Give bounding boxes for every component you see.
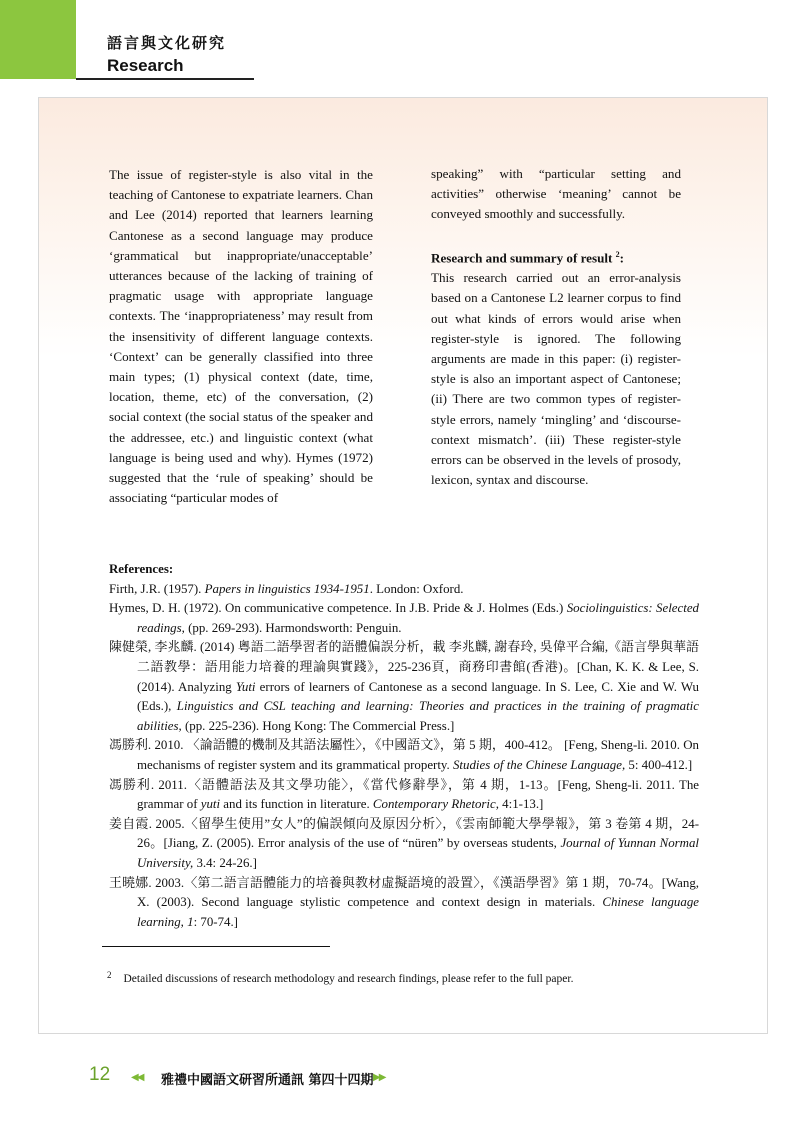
next-page-arrows-icon[interactable]: ▶▶ bbox=[373, 1072, 385, 1083]
header-chinese-title: 語言與文化研究 bbox=[107, 34, 227, 52]
reference-entry: 馮勝利. 2011.〈語體語法及其文學功能〉，《當代修辭學》，第 4 期，1-13。[Feng, Sheng-li. 2011. The grammar of yuti and its function in literature. Contemporary Rhetoric, 4:1-13.] bbox=[109, 777, 699, 812]
page-number: 12 bbox=[89, 1064, 111, 1085]
references-title: References: bbox=[109, 562, 174, 576]
right-column bbox=[431, 164, 681, 490]
reference-entry: Hymes, D. H. (1972). On communicative competence. In J.B. Pride & J. Holmes (Eds.) Sociolinguistics: Selected readings, (pp. 269-293). Harmondsworth: Penguin. bbox=[109, 601, 700, 635]
references-section bbox=[109, 560, 699, 932]
reference-entry: 陳健榮, 李兆麟. (2014) 粵語二語學習者的語體偏誤分析，載 李兆麟, 謝春玲, 吳偉平合編,《語言學與華語二語教學：語用能力培養的理論與實踐》，225-236頁，商務印書館(香港)。[Chan, K. K. & Lee, S. (2014). Analyzing Yuti errors of learners of Cantonese as a second language. In S. Lee, C. Xie and W. Wu (Eds.), Linguistics and CSL teaching and learning: Theories and practices in the training of pragmatic abilities, (pp. 225-236). Hong Kong: The Commercial Press.] bbox=[109, 640, 699, 733]
reference-entry: 王曉娜. 2003.〈第二語言語體能力的培養與教材虛擬語境的設置〉，《漢語學習》第 1 期，70-74。[Wang, X. (2003). Second language stylistic competence and context design in materials. Chinese language learning, 1: 70-74.] bbox=[109, 875, 699, 929]
reference-entry: 馮勝利. 2010. 〈論語體的機制及其語法屬性〉，《中國語文》，第 5 期，400-412。 [Feng, Sheng-li. 2010. On mechanisms of register system and its grammatical property. Studies of the Chinese Language, 5: 400-412.] bbox=[109, 738, 699, 772]
footnote-divider bbox=[102, 946, 330, 947]
header-divider bbox=[76, 78, 254, 80]
reference-entry: 姜自霞. 2005.〈留學生使用”女人”的偏誤傾向及原因分析〉，《雲南師範大學學報》，第 3 卷第 4 期，24-26。[Jiang, Z. (2005). Error analysis of the use of “nüren” by overseas students, Journal of Yunnan Normal University, 3.4: 24-26.] bbox=[109, 816, 699, 870]
header-section-title: Research bbox=[107, 56, 184, 75]
right-column-continuation: speaking” with “particular setting and activities” otherwise ‘meaning’ cannot be conveyed smoothly and successfully. bbox=[431, 166, 681, 222]
reference-entry: Firth, J.R. (1957). Papers in linguistics 1934-1951. London: Oxford. bbox=[109, 581, 464, 596]
footnote bbox=[107, 970, 573, 985]
footnote-number: 2 bbox=[107, 970, 112, 980]
previous-page-arrows-icon[interactable]: ◀◀ bbox=[131, 1072, 143, 1083]
research-summary-paragraph: This research carried out an error-analysis based on a Cantonese L2 learner corpus to find out what kinds of errors would arise when register-style is ignored. The following arguments are made in this paper: (i) register-style is also an important aspect of Cantonese; (ii) There are two common types of register-style errors, namely ‘mingling’ and ‘discourse-context mismatch’. (iii) These register-style errors can be observed in the levels of prosody, lexicon, syntax and discourse. bbox=[431, 270, 681, 488]
section-heading: Research and summary of result $^2$: bbox=[431, 249, 625, 265]
left-column bbox=[109, 165, 373, 508]
footer-publication-title: 雅禮中國語文研習所通訊 第四十四期 bbox=[161, 1073, 374, 1088]
footnote-text: Detailed discussions of research methodology and research findings, please refer to the full paper. bbox=[123, 973, 574, 985]
left-column-paragraph: The issue of register-style is also vital in the teaching of Cantonese to expatriate learners. Chan and Lee (2014) reported that learners learning Cantonese as a second language may produce ‘grammatical but inappropriate/unacceptable’ utterances because of the lacking of training of pragmatic usage with appropriate language contexts. The ‘inappropriateness’ may result from the insensitivity of different language contexts. ‘Context’ can be generally classified into three main types; (1) physical context (date, time, location, theme, etc) of the conversation, (2) social context (the social status of the speaker and the addressee, etc.) and linguistic context (what language is being used and why). Hymes (1972) suggested that the ‘rule of speaking’ should be associating “particular modes of bbox=[109, 167, 373, 506]
header-color-block bbox=[0, 0, 76, 79]
